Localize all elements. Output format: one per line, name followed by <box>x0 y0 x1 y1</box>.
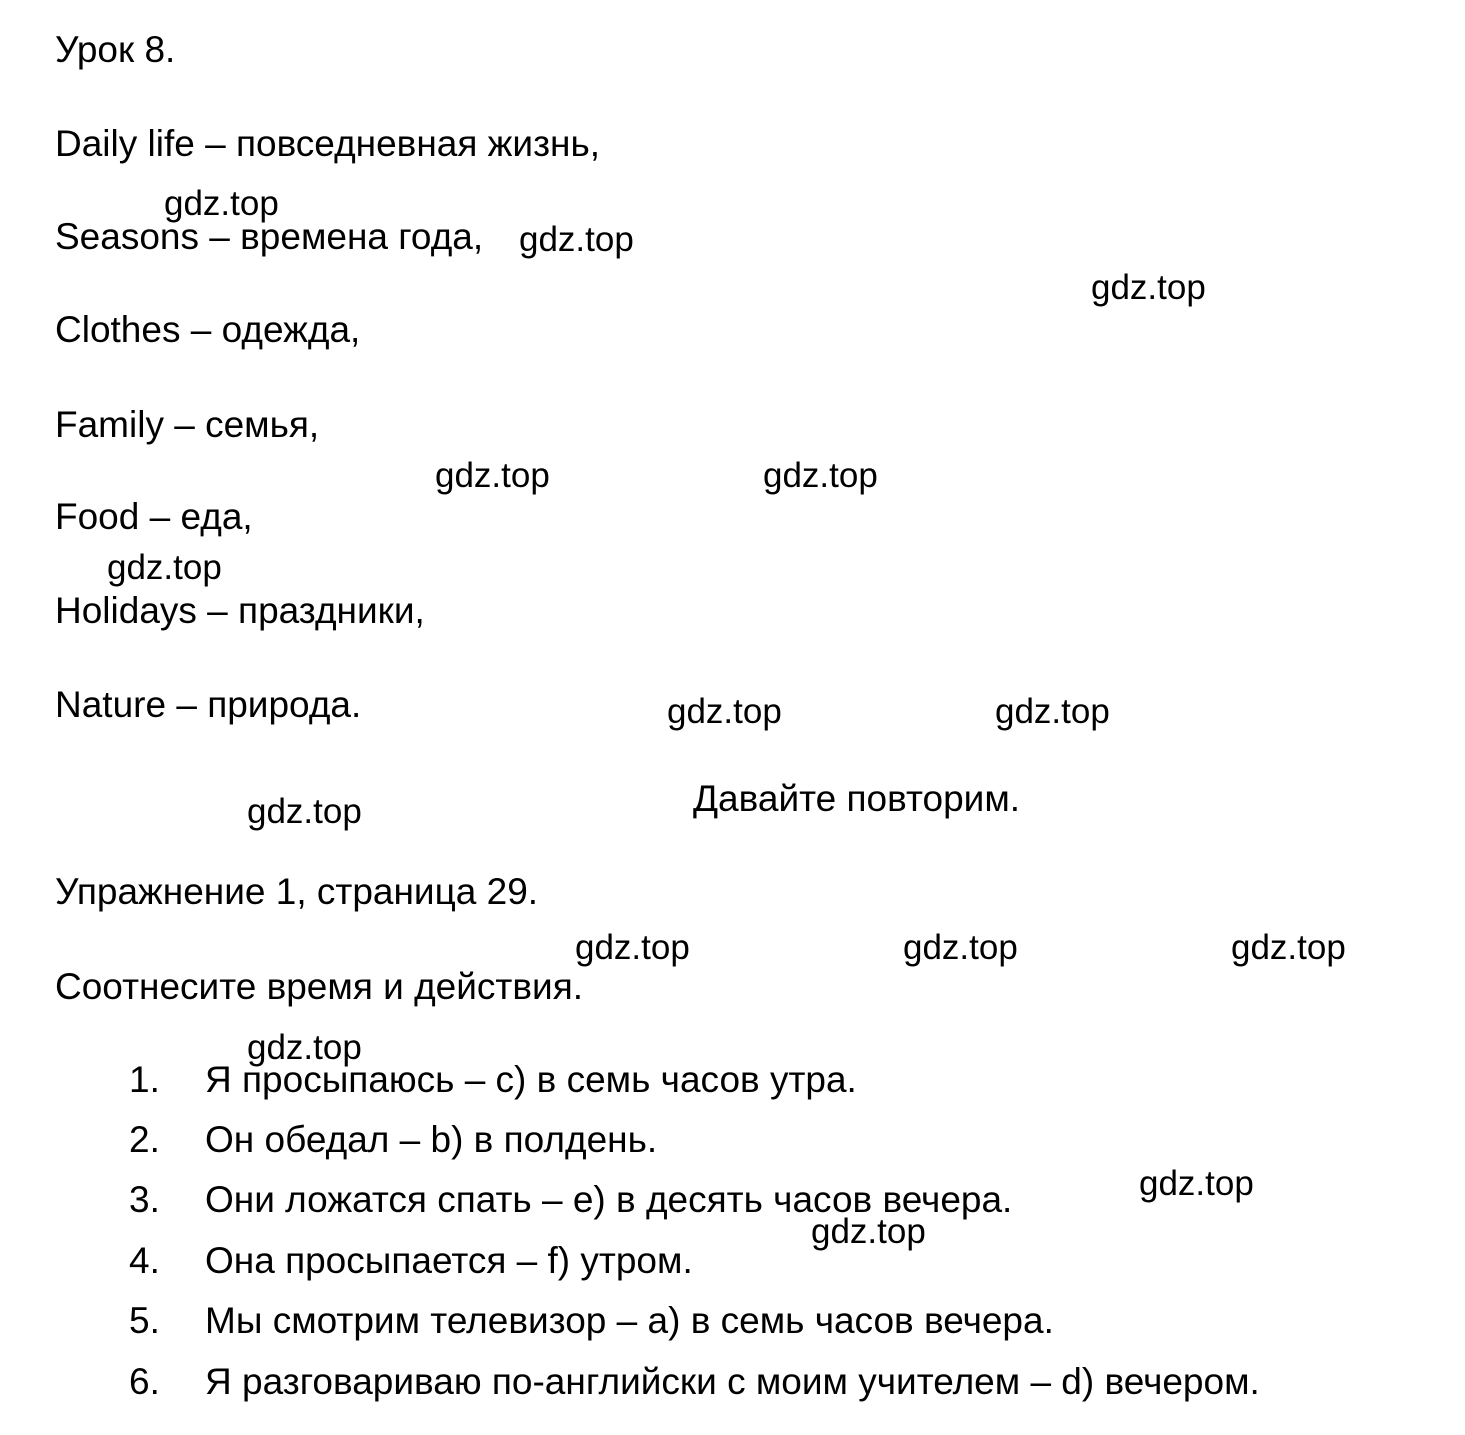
watermark: gdz.top <box>247 1028 362 1067</box>
list-item-text: Он обедал – b) в полдень. <box>205 1119 658 1160</box>
page-title: Урок 8. <box>55 29 176 70</box>
watermark: gdz.top <box>435 456 550 495</box>
review-heading: Давайте повторим. <box>693 778 1021 819</box>
list-item-number: 3. <box>129 1179 160 1220</box>
list-item-number: 6. <box>129 1361 160 1402</box>
watermark: gdz.top <box>1091 268 1206 307</box>
vocab-line-family: Family – семья, <box>55 404 320 445</box>
watermark: gdz.top <box>667 692 782 731</box>
watermark: gdz.top <box>107 548 222 587</box>
list-item-text: Мы смотрим телевизор – a) в семь часов вечера. <box>205 1300 1054 1341</box>
list-item-number: 4. <box>129 1240 160 1281</box>
list-item-number: 1. <box>129 1059 160 1100</box>
watermark: gdz.top <box>903 928 1018 967</box>
exercise-heading: Упражнение 1, страница 29. <box>55 871 539 912</box>
list-item-number: 2. <box>129 1119 160 1160</box>
watermark: gdz.top <box>247 792 362 831</box>
vocab-line-clothes: Clothes – одежда, <box>55 309 361 350</box>
watermark: gdz.top <box>1231 928 1346 967</box>
list-item-text: Они ложатся спать – e) в десять часов вечера. <box>205 1179 1013 1220</box>
list-item-text: Я разговариваю по-английски с моим учителем – d) вечером. <box>205 1361 1260 1402</box>
vocab-line-food: Food – еда, <box>55 496 253 537</box>
watermark: gdz.top <box>519 220 634 259</box>
watermark: gdz.top <box>995 692 1110 731</box>
list-item-text: Я просыпаюсь – c) в семь часов утра. <box>205 1059 857 1100</box>
watermark: gdz.top <box>1139 1164 1254 1203</box>
vocab-line-nature: Nature – природа. <box>55 684 362 725</box>
watermark: gdz.top <box>575 928 690 967</box>
vocab-line-holidays: Holidays – праздники, <box>55 590 425 631</box>
list-item-number: 5. <box>129 1300 160 1341</box>
watermark: gdz.top <box>164 184 279 223</box>
vocab-line-seasons: Seasons – времена года, <box>55 216 484 257</box>
exercise-instruction: Соотнесите время и действия. <box>55 966 584 1007</box>
vocab-line-daily-life: Daily life – повседневная жизнь, <box>55 123 601 164</box>
watermark: gdz.top <box>811 1212 926 1251</box>
list-item-text: Она просыпается – f) утром. <box>205 1240 693 1281</box>
watermark: gdz.top <box>763 456 878 495</box>
